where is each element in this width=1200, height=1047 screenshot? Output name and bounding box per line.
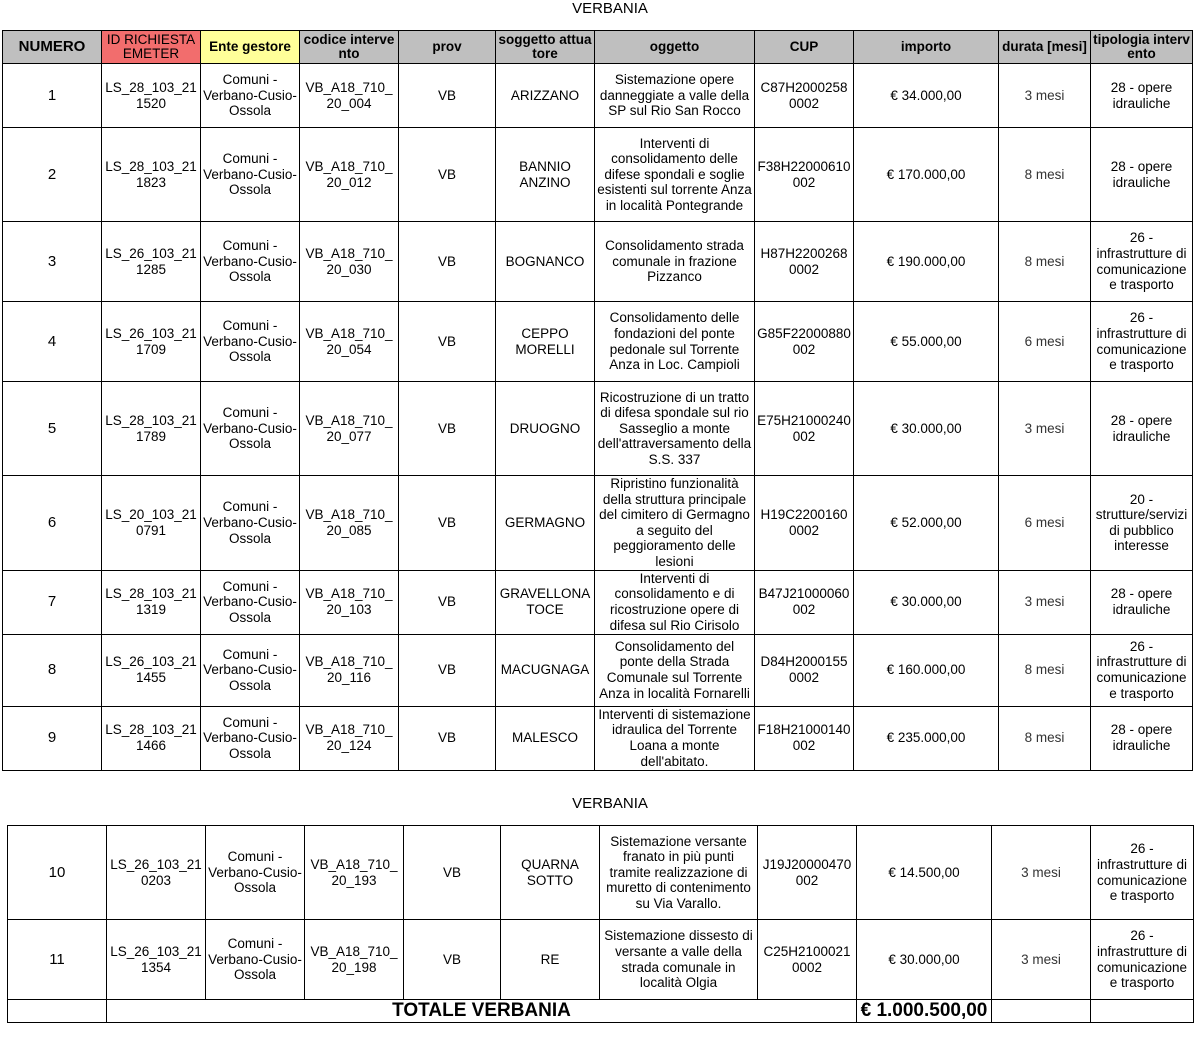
- table-header-row: [3, 31, 1193, 64]
- cell-prov: VB: [399, 706, 496, 770]
- cell-importo: € 160.000,00: [854, 634, 999, 706]
- cell-ente-gestore: Comuni - Verbano-Cusio-Ossola: [206, 826, 305, 920]
- cell-id-richiesta: LS_28_103_211319: [102, 570, 201, 634]
- cell-ente-gestore: Comuni - Verbano-Cusio-Ossola: [201, 382, 300, 476]
- cell-tipologia: 20 - strutture/servizi di pubblico interesse: [1091, 476, 1193, 571]
- cell-ente-gestore: Comuni - Verbano-Cusio-Ossola: [206, 920, 305, 1000]
- cell-cup: C25H21000210002: [758, 920, 857, 1000]
- cell-tipologia: 26 - infrastrutture di comunicazione e trasporto: [1091, 826, 1194, 920]
- cell-codice: VB_A18_710_20_077: [300, 382, 399, 476]
- table-row: [3, 382, 1193, 476]
- cell-tipologia: 26 - infrastrutture di comunicazione e trasporto: [1091, 222, 1193, 302]
- cell-prov: VB: [399, 64, 496, 128]
- cell-tipologia: 28 - opere idrauliche: [1091, 64, 1193, 128]
- header-importo: importo: [854, 31, 999, 64]
- cell-id-richiesta: LS_20_103_210791: [102, 476, 201, 571]
- cell-numero: 11: [8, 920, 107, 1000]
- cell-ente-gestore: Comuni - Verbano-Cusio-Ossola: [201, 476, 300, 571]
- cell-prov: VB: [399, 128, 496, 222]
- cell-id-richiesta: LS_26_103_211285: [102, 222, 201, 302]
- cell-id-richiesta: LS_28_103_211823: [102, 128, 201, 222]
- cell-durata: 3 mesi: [992, 826, 1091, 920]
- table-row: [8, 920, 1194, 1000]
- cell-tipologia: 28 - opere idrauliche: [1091, 382, 1193, 476]
- cell-cup: E75H21000240002: [755, 382, 854, 476]
- cell-oggetto: Consolidamento delle fondazioni del ponte pedonale sul Torrente Anza in Loc. Campioli: [595, 302, 755, 382]
- cell-soggetto: GERMAGNO: [496, 476, 595, 571]
- table-row: [3, 222, 1193, 302]
- cell-importo: € 34.000,00: [854, 64, 999, 128]
- cell-importo: € 30.000,00: [854, 570, 999, 634]
- cell-importo: € 190.000,00: [854, 222, 999, 302]
- cell-numero: 9: [3, 706, 102, 770]
- cell-importo: € 30.000,00: [854, 382, 999, 476]
- cell-oggetto: Sistemazione opere danneggiate a valle della SP sul Rio San Rocco: [595, 64, 755, 128]
- table-row: [3, 128, 1193, 222]
- cell-numero: 7: [3, 570, 102, 634]
- cell-cup: F38H22000610002: [755, 128, 854, 222]
- cell-numero: 10: [8, 826, 107, 920]
- cell-codice: VB_A18_710_20_116: [300, 634, 399, 706]
- table-row: [3, 302, 1193, 382]
- cell-prov: VB: [399, 634, 496, 706]
- cell-durata: 8 mesi: [999, 706, 1091, 770]
- cell-durata: 8 mesi: [999, 128, 1091, 222]
- cell-codice: VB_A18_710_20_085: [300, 476, 399, 571]
- table-row: [8, 826, 1194, 920]
- cell-codice: VB_A18_710_20_103: [300, 570, 399, 634]
- table-caption-bottom: VERBANIA: [572, 795, 648, 812]
- cell-durata: 6 mesi: [999, 476, 1091, 571]
- cell-tipologia: 28 - opere idrauliche: [1091, 128, 1193, 222]
- header-prov: prov: [399, 31, 496, 64]
- interventions-table-continued: [7, 825, 1194, 1023]
- cell-importo: € 30.000,00: [857, 920, 992, 1000]
- cell-ente-gestore: Comuni - Verbano-Cusio-Ossola: [201, 570, 300, 634]
- cell-oggetto: Consolidamento strada comunale in frazione Pizzanco: [595, 222, 755, 302]
- cell-codice: VB_A18_710_20_054: [300, 302, 399, 382]
- header-numero: NUMERO: [3, 31, 102, 64]
- cell-durata: 8 mesi: [999, 222, 1091, 302]
- cell-id-richiesta: LS_26_103_211455: [102, 634, 201, 706]
- cell-soggetto: MACUGNAGA: [496, 634, 595, 706]
- cell-oggetto: Sistemazione dissesto di versante a valle della strada comunale in località Olgia: [600, 920, 758, 1000]
- cell-soggetto: BANNIO ANZINO: [496, 128, 595, 222]
- cell-prov: VB: [399, 570, 496, 634]
- cell-numero: 2: [3, 128, 102, 222]
- table-row: [3, 706, 1193, 770]
- header-codice: codice intervento: [300, 31, 399, 64]
- total-value: € 1.000.500,00: [857, 1000, 992, 1023]
- cell-ente-gestore: Comuni - Verbano-Cusio-Ossola: [201, 302, 300, 382]
- cell-importo: € 235.000,00: [854, 706, 999, 770]
- cell-cup: H19C22001600002: [755, 476, 854, 571]
- cell-soggetto: BOGNANCO: [496, 222, 595, 302]
- cell-id-richiesta: LS_26_103_211709: [102, 302, 201, 382]
- header-durata: durata [mesi]: [999, 31, 1091, 64]
- cell-soggetto: ARIZZANO: [496, 64, 595, 128]
- cell-codice: VB_A18_710_20_004: [300, 64, 399, 128]
- cell-importo: € 14.500,00: [857, 826, 992, 920]
- cell-id-richiesta: LS_28_103_211466: [102, 706, 201, 770]
- total-blank-cell: [992, 1000, 1091, 1023]
- cell-numero: 5: [3, 382, 102, 476]
- cell-cup: G85F22000880002: [755, 302, 854, 382]
- cell-oggetto: Consolidamento del ponte della Strada Comunale sul Torrente Anza in località Fornarelli: [595, 634, 755, 706]
- cell-codice: VB_A18_710_20_030: [300, 222, 399, 302]
- cell-tipologia: 28 - opere idrauliche: [1091, 706, 1193, 770]
- cell-cup: C87H20002580002: [755, 64, 854, 128]
- cell-ente-gestore: Comuni - Verbano-Cusio-Ossola: [201, 634, 300, 706]
- table-row: [3, 64, 1193, 128]
- cell-cup: D84H20001550002: [755, 634, 854, 706]
- cell-id-richiesta: LS_26_103_210203: [107, 826, 206, 920]
- cell-tipologia: 26 - infrastrutture di comunicazione e trasporto: [1091, 302, 1193, 382]
- cell-numero: 6: [3, 476, 102, 571]
- cell-oggetto: Ricostruzione di un tratto di difesa spondale sul rio Sasseglio a monte dell'attraversamento della S.S. 337: [595, 382, 755, 476]
- cell-durata: 3 mesi: [999, 570, 1091, 634]
- header-soggetto: soggetto attuatore: [496, 31, 595, 64]
- cell-tipologia: 28 - opere idrauliche: [1091, 570, 1193, 634]
- cell-durata: 6 mesi: [999, 302, 1091, 382]
- cell-ente-gestore: Comuni - Verbano-Cusio-Ossola: [201, 222, 300, 302]
- cell-prov: VB: [404, 920, 501, 1000]
- cell-prov: VB: [404, 826, 501, 920]
- table-row: [3, 476, 1193, 571]
- cell-ente-gestore: Comuni - Verbano-Cusio-Ossola: [201, 64, 300, 128]
- cell-tipologia: 26 - infrastrutture di comunicazione e trasporto: [1091, 920, 1194, 1000]
- cell-cup: H87H22002680002: [755, 222, 854, 302]
- header-id-richiesta: ID RICHIESTA EMETER: [102, 31, 201, 64]
- header-oggetto: oggetto: [595, 31, 755, 64]
- interventions-table: [2, 30, 1193, 771]
- cell-prov: VB: [399, 302, 496, 382]
- table-caption-top: VERBANIA: [572, 0, 648, 17]
- total-label: TOTALE VERBANIA: [107, 1000, 857, 1023]
- table-row: [3, 634, 1193, 706]
- header-tipologia: tipologia intervento: [1091, 31, 1193, 64]
- cell-soggetto: RE: [501, 920, 600, 1000]
- cell-importo: € 52.000,00: [854, 476, 999, 571]
- cell-durata: 8 mesi: [999, 634, 1091, 706]
- cell-oggetto: Interventi di sistemazione idraulica del Torrente Loana a monte dell'abitato.: [595, 706, 755, 770]
- cell-prov: VB: [399, 382, 496, 476]
- cell-numero: 4: [3, 302, 102, 382]
- cell-prov: VB: [399, 476, 496, 571]
- cell-numero: 8: [3, 634, 102, 706]
- cell-oggetto: Interventi di consolidamento delle difese spondali e soglie esistenti sul torrente Anza in località Pontegrande: [595, 128, 755, 222]
- cell-importo: € 55.000,00: [854, 302, 999, 382]
- cell-prov: VB: [399, 222, 496, 302]
- table-row: [3, 570, 1193, 634]
- cell-soggetto: QUARNA SOTTO: [501, 826, 600, 920]
- cell-codice: VB_A18_710_20_012: [300, 128, 399, 222]
- cell-soggetto: MALESCO: [496, 706, 595, 770]
- cell-cup: J19J20000470002: [758, 826, 857, 920]
- cell-tipologia: 26 - infrastrutture di comunicazione e trasporto: [1091, 634, 1193, 706]
- cell-durata: 3 mesi: [999, 64, 1091, 128]
- cell-id-richiesta: LS_26_103_211354: [107, 920, 206, 1000]
- cell-id-richiesta: LS_28_103_211789: [102, 382, 201, 476]
- total-blank-cell: [8, 1000, 107, 1023]
- cell-numero: 1: [3, 64, 102, 128]
- cell-durata: 3 mesi: [999, 382, 1091, 476]
- cell-oggetto: Interventi di consolidamento e di ricostruzione opere di difesa sul Rio Cirisolo: [595, 570, 755, 634]
- cell-codice: VB_A18_710_20_193: [305, 826, 404, 920]
- cell-oggetto: Ripristino funzionalità della struttura principale del cimitero di Germagno a seguito del peggioramento delle lesioni: [595, 476, 755, 571]
- cell-ente-gestore: Comuni - Verbano-Cusio-Ossola: [201, 706, 300, 770]
- cell-durata: 3 mesi: [992, 920, 1091, 1000]
- cell-id-richiesta: LS_28_103_211520: [102, 64, 201, 128]
- cell-soggetto: GRAVELLONA TOCE: [496, 570, 595, 634]
- header-cup: CUP: [755, 31, 854, 64]
- cell-soggetto: CEPPO MORELLI: [496, 302, 595, 382]
- cell-ente-gestore: Comuni - Verbano-Cusio-Ossola: [201, 128, 300, 222]
- cell-oggetto: Sistemazione versante franato in più punti tramite realizzazione di muretto di contenimento su Via Varallo.: [600, 826, 758, 920]
- header-ente-gestore: Ente gestore: [201, 31, 300, 64]
- cell-importo: € 170.000,00: [854, 128, 999, 222]
- total-row: [8, 1000, 1194, 1023]
- cell-soggetto: DRUOGNO: [496, 382, 595, 476]
- cell-cup: F18H21000140002: [755, 706, 854, 770]
- cell-codice: VB_A18_710_20_198: [305, 920, 404, 1000]
- total-blank-cell: [1091, 1000, 1194, 1023]
- cell-numero: 3: [3, 222, 102, 302]
- cell-codice: VB_A18_710_20_124: [300, 706, 399, 770]
- cell-cup: B47J21000060002: [755, 570, 854, 634]
